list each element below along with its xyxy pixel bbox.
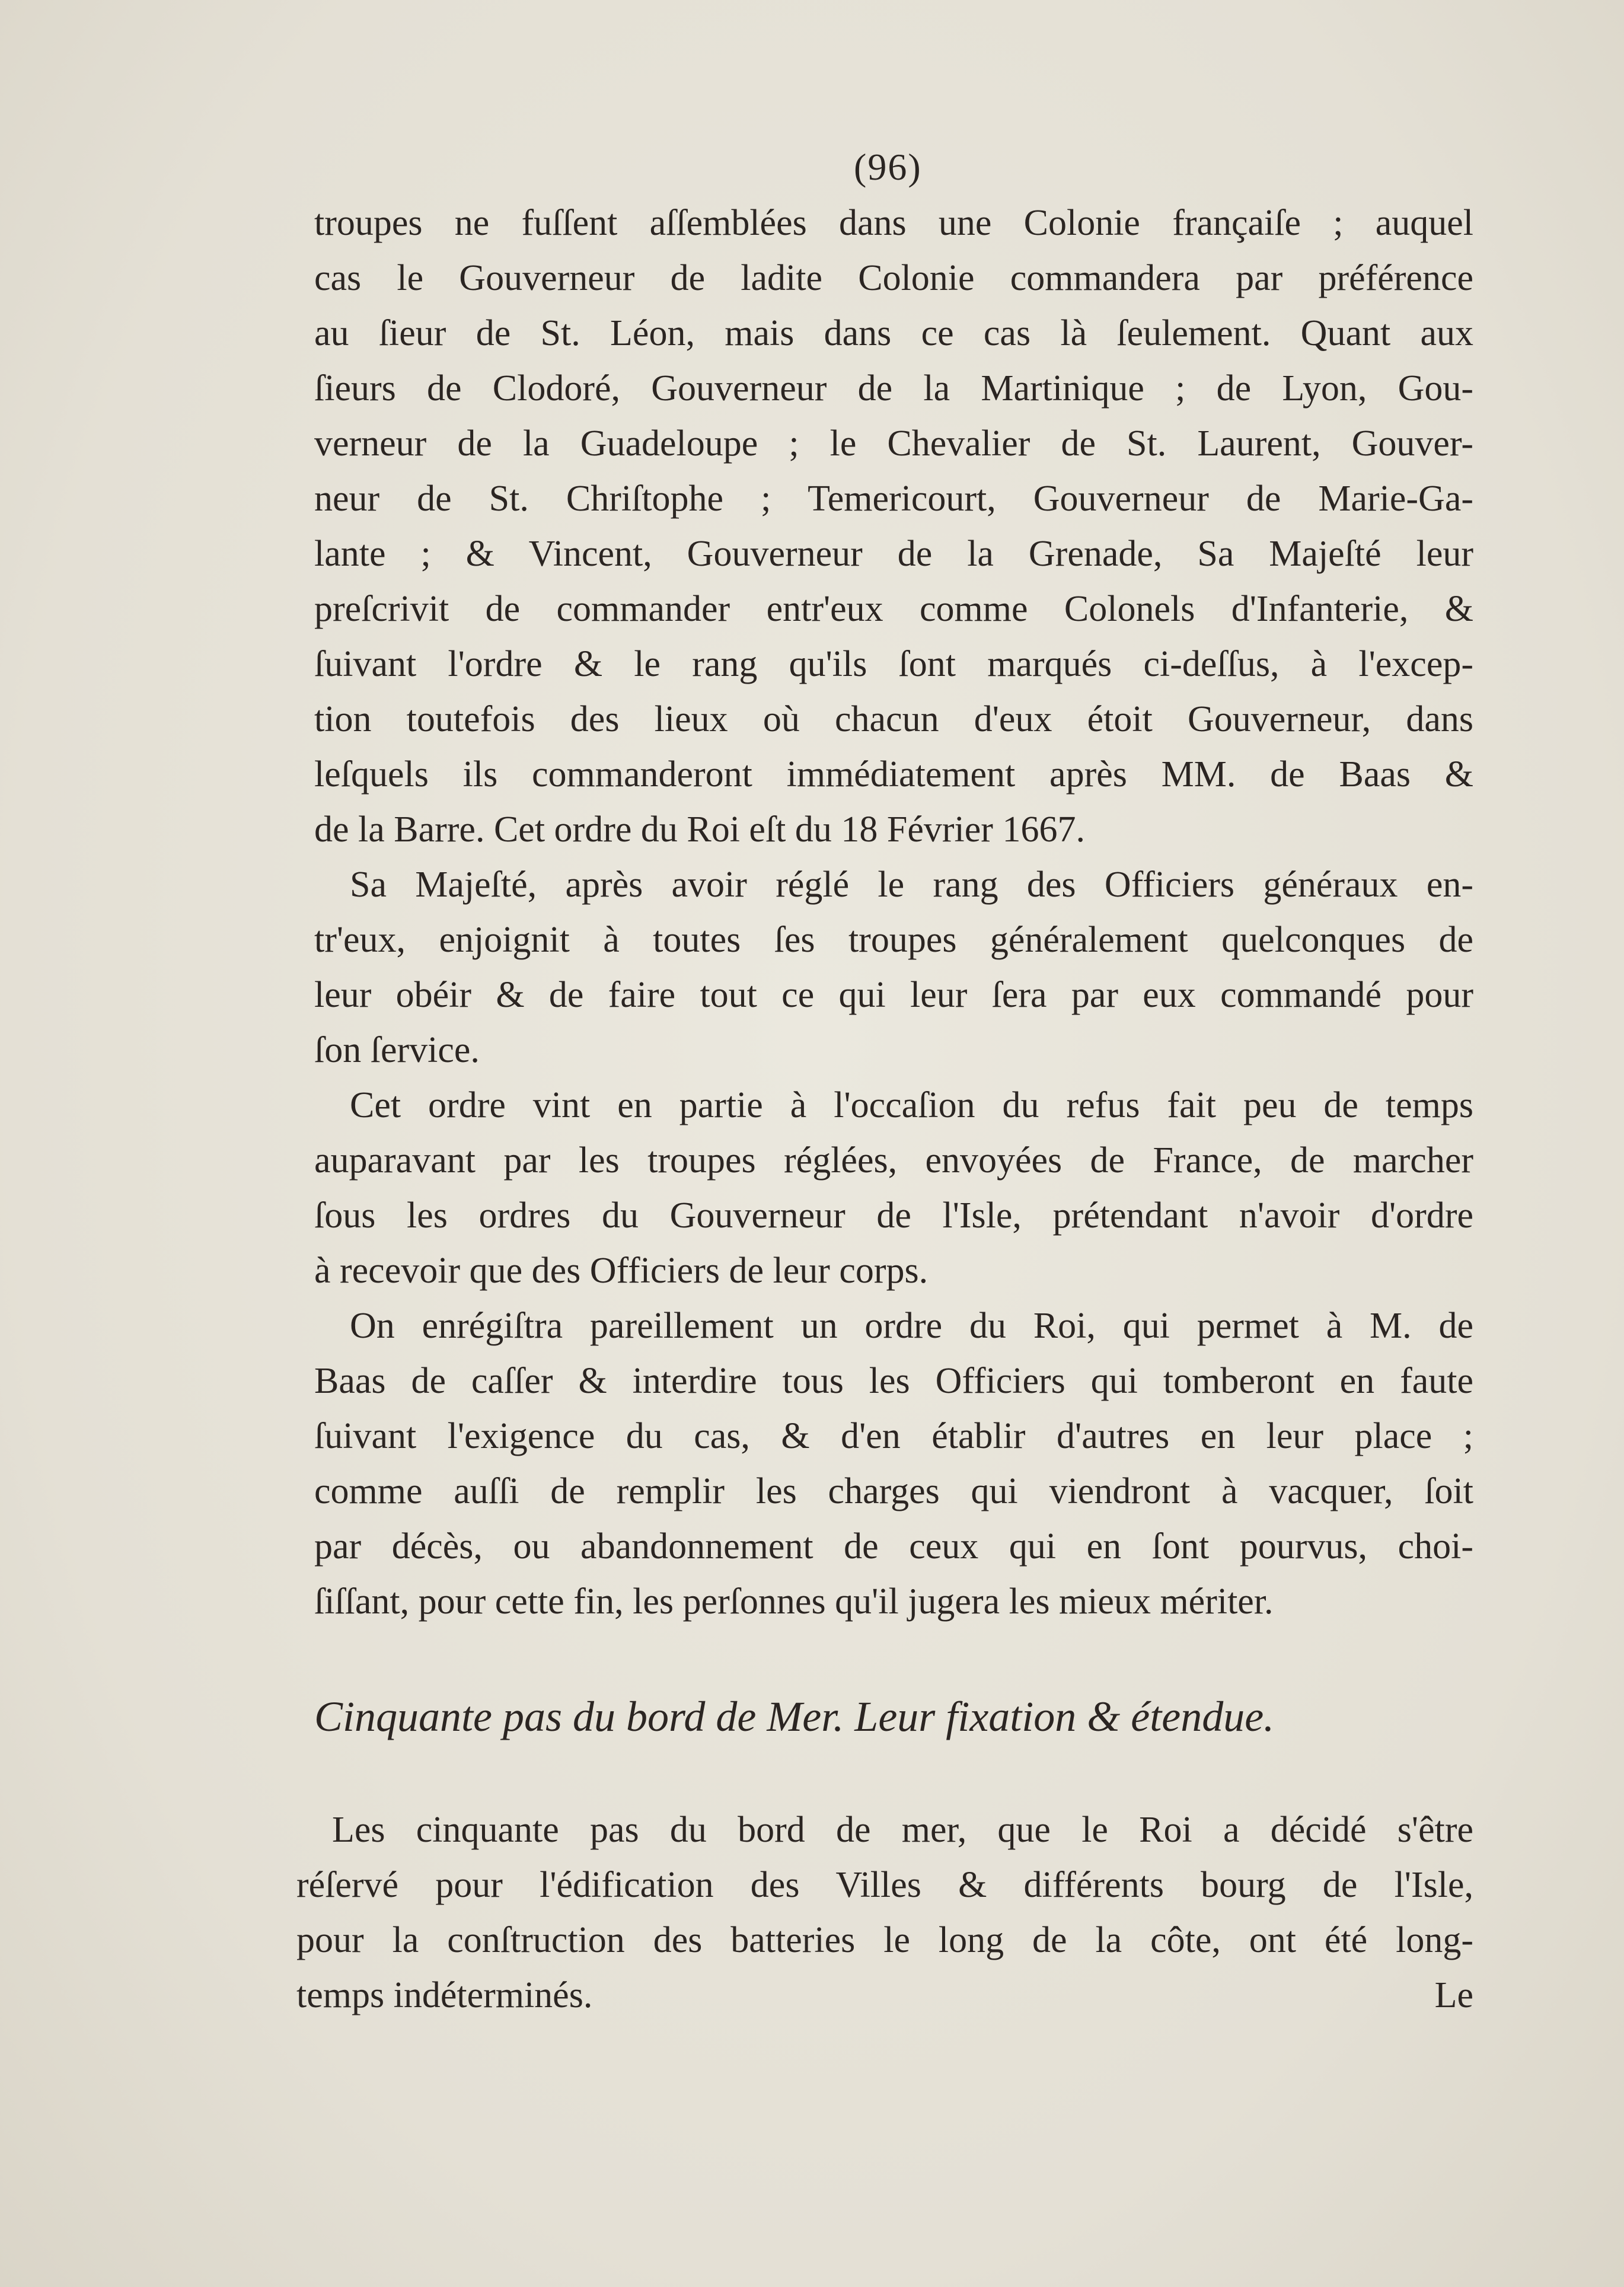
text-line: de la Barre. Cet ordre du Roi eſt du 18 Février 1667. <box>314 809 1085 850</box>
paragraph-2 <box>314 857 1473 1078</box>
paragraph-3 <box>314 1078 1473 1299</box>
text-line: ſon ſervice. <box>314 1030 480 1070</box>
final-paragraph <box>296 1803 1473 2023</box>
text-line: ſiſſant, pour cette fin, les perſonnes qu'il jugera les mieux mériter. <box>314 1581 1274 1622</box>
text-line: tr'eux, enjoignit à toutes ſes troupes généralement quelconques de <box>314 920 1473 960</box>
text-line: ſuivant l'ordre & le rang qu'ils ſont marqués ci-deſſus, à l'excep- <box>314 644 1473 684</box>
text-line: leur obéir & de faire tout ce qui leur ſera par eux commandé pour <box>314 975 1473 1015</box>
text-line: preſcrivit de commander entr'eux comme Colonels d'Infanterie, & <box>314 589 1473 629</box>
text-line: leſquels ils commanderont immédiatement après MM. de Baas & <box>314 754 1473 795</box>
text-line: cas le Gouverneur de ladite Colonie commandera par préférence <box>314 258 1473 298</box>
last-line-with-catchword <box>296 1968 1473 2023</box>
text-line: au ſieur de St. Léon, mais dans ce cas là ſeulement. Quant aux <box>314 313 1473 353</box>
text-line: lante ; & Vincent, Gouverneur de la Grenade, Sa Majeſté leur <box>314 534 1473 574</box>
paragraph-4 <box>314 1299 1473 1629</box>
text-line: troupes ne fuſſent aſſemblées dans une Colonie françaiſe ; auquel <box>314 203 1473 243</box>
page-number: (96) <box>854 146 922 188</box>
text-line: à recevoir que des Officiers de leur corps. <box>314 1251 929 1291</box>
text-line: par décès, ou abandonnement de ceux qui en ſont pourvus, choi- <box>314 1526 1473 1567</box>
text-line: ſuivant l'exigence du cas, & d'en établir d'autres en leur place ; <box>314 1416 1473 1456</box>
text-line: Les cinquante pas du bord de mer, que le Roi a décidé s'être <box>332 1810 1473 1850</box>
text-line: ſous les ordres du Gouverneur de l'Isle, prétendant n'avoir d'ordre <box>314 1195 1473 1236</box>
body-text <box>314 196 1473 1629</box>
catchword: Le <box>1434 1975 1473 2015</box>
section-heading: Cinquante pas du bord de Mer. Leur fixation & étendue. <box>314 1693 1275 1740</box>
paragraph-1 <box>314 196 1473 857</box>
text-line: comme auſſi de remplir les charges qui viendront à vacquer, ſoit <box>314 1471 1473 1511</box>
text-line: tion toutefois des lieux où chacun d'eux étoit Gouverneur, dans <box>314 699 1473 739</box>
text-line: Cet ordre vint en partie à l'occaſion du refus fait peu de temps <box>350 1085 1473 1125</box>
text-line: On enrégiſtra pareillement un ordre du Roi, qui permet à M. de <box>350 1306 1473 1346</box>
text-line: Baas de caſſer & interdire tous les Officiers qui tomberont en faute <box>314 1361 1473 1401</box>
text-line: verneur de la Guadeloupe ; le Chevalier de St. Laurent, Gouver- <box>314 423 1473 464</box>
text-line: pour la conſtruction des batteries le long de la côte, ont été long- <box>296 1920 1473 1960</box>
text-line: ſieurs de Clodoré, Gouverneur de la Martinique ; de Lyon, Gou- <box>314 368 1473 409</box>
text-line: neur de St. Chriſtophe ; Temericourt, Gouverneur de Marie-Ga- <box>314 479 1473 519</box>
text-line: Sa Majeſté, après avoir réglé le rang des Officiers généraux en- <box>350 865 1473 905</box>
text-line: temps indéterminés. <box>296 1975 593 2015</box>
text-line: réſervé pour l'édification des Villes & différents bourg de l'Isle, <box>296 1865 1473 1905</box>
text-line: auparavant par les troupes réglées, envoyées de France, de marcher <box>314 1140 1473 1181</box>
